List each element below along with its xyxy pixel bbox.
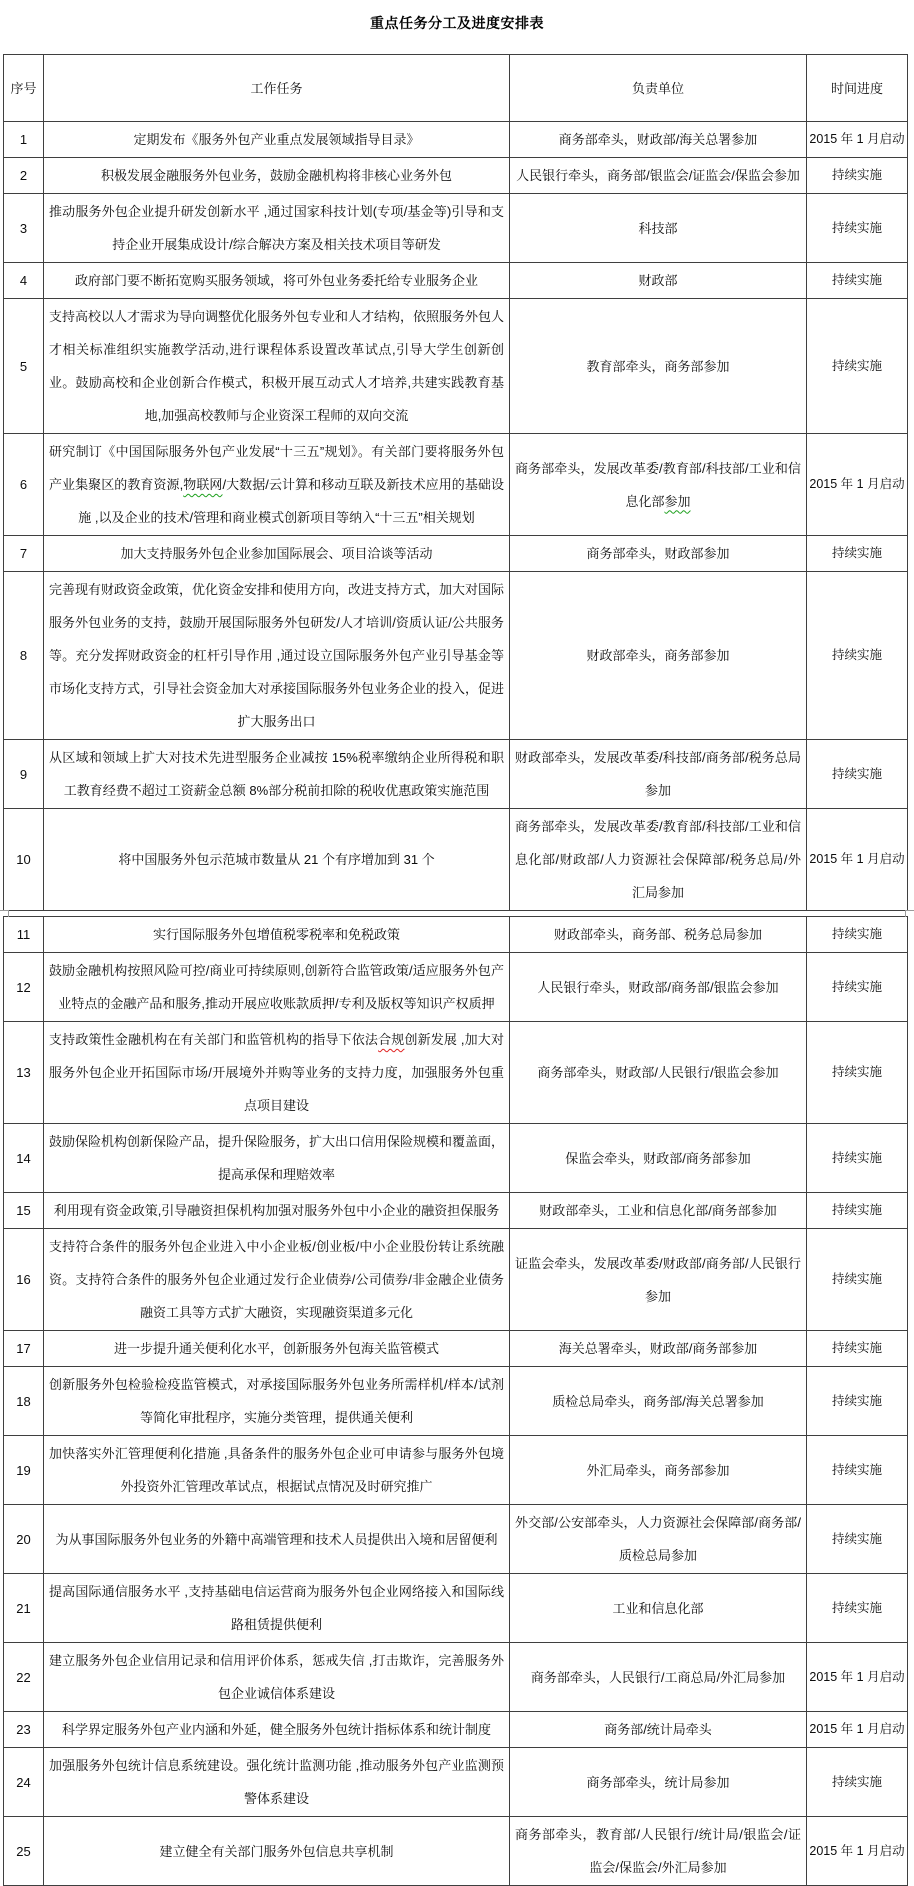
unit-cell: 海关总署牵头，财政部/商务部参加 <box>510 1331 807 1367</box>
task-cell: 鼓励金融机构按照风险可控/商业可持续原则,创新符合监管政策/适应服务外包产业特点的金融产品和服务,推动开展应收账款质押/专利及版权等知识产权质押 <box>44 953 510 1022</box>
time-cell: 持续实施 <box>807 917 908 953</box>
page-break-notch-right <box>905 910 914 917</box>
unit-cell: 商务部牵头，教育部/人民银行/统计局/银监会/证监会/保监会/外汇局参加 <box>510 1817 807 1886</box>
task-cell: 为从事国际服务外包业务的外籍中高端管理和技术人员提供出入境和居留便利 <box>44 1505 510 1574</box>
unit-cell: 人民银行牵头，商务部/银监会/证监会/保监会参加 <box>510 158 807 194</box>
task-cell: 支持符合条件的服务外包企业进入中小企业板/创业板/中小企业股份转让系统融资。支持符合条件的服务外包企业通过发行企业债券/公司债券/非金融企业债务融资工具等方式扩大融资，实现融资渠道多元化 <box>44 1229 510 1331</box>
table-row <box>4 1022 908 1124</box>
time-cell: 持续实施 <box>807 1022 908 1124</box>
row-number-cell: 4 <box>4 263 44 299</box>
table-row <box>4 299 908 434</box>
time-cell: 持续实施 <box>807 1124 908 1193</box>
time-cell: 2015 年 1 月启动 <box>807 1643 908 1712</box>
unit-cell: 财政部 <box>510 263 807 299</box>
task-cell: 创新服务外包检验检疫监管模式，对承接国际服务外包业务所需样机/样本/试剂等简化审批程序，实施分类管理，提供通关便利 <box>44 1367 510 1436</box>
time-cell: 持续实施 <box>807 1331 908 1367</box>
time-cell: 2015 年 1 月启动 <box>807 434 908 536</box>
row-number-cell: 6 <box>4 434 44 536</box>
header-no: 序号 <box>4 55 44 122</box>
time-cell: 持续实施 <box>807 1229 908 1331</box>
time-cell: 持续实施 <box>807 194 908 263</box>
unit-cell: 商务部牵头，财政部参加 <box>510 536 807 572</box>
unit-cell: 商务部牵头，人民银行/工商总局/外汇局参加 <box>510 1643 807 1712</box>
unit-cell: 商务部牵头，财政部/海关总署参加 <box>510 122 807 158</box>
time-cell: 持续实施 <box>807 299 908 434</box>
task-cell: 利用现有资金政策,引导融资担保机构加强对服务外包中小企业的融资担保服务 <box>44 1193 510 1229</box>
task-cell: 政府部门要不断拓宽购买服务领域，将可外包业务委托给专业服务企业 <box>44 263 510 299</box>
page-break-divider <box>0 911 914 916</box>
unit-cell: 商务部牵头，发展改革委/教育部/科技部/工业和信息化部/财政部/人力资源社会保障部/税务总局/外汇局参加 <box>510 809 807 911</box>
spellcheck-red-underline: 合规 <box>378 1032 405 1047</box>
table-row <box>4 1712 908 1748</box>
header-task: 工作任务 <box>44 55 510 122</box>
unit-cell: 质检总局牵头，商务部/海关总署参加 <box>510 1367 807 1436</box>
table-header-row <box>4 55 908 122</box>
unit-cell: 财政部牵头，商务部参加 <box>510 572 807 740</box>
row-number-cell: 23 <box>4 1712 44 1748</box>
time-cell: 持续实施 <box>807 572 908 740</box>
task-cell: 从区域和领域上扩大对技术先进型服务企业减按 15%税率缴纳企业所得税和职工教育经费不超过工资薪金总额 8%部分税前扣除的税收优惠政策实施范围 <box>44 740 510 809</box>
unit-cell: 证监会牵头，发展改革委/财政部/商务部/人民银行参加 <box>510 1229 807 1331</box>
row-number-cell: 20 <box>4 1505 44 1574</box>
task-cell: 进一步提升通关便利化水平，创新服务外包海关监管模式 <box>44 1331 510 1367</box>
task-cell: 建立服务外包企业信用记录和信用评价体系，惩戒失信 ,打击欺诈，完善服务外包企业诚信体系建设 <box>44 1643 510 1712</box>
task-cell: 支持政策性金融机构在有关部门和监管机构的指导下依法合规创新发展 ,加大对服务外包企业开拓国际市场/开展境外并购等业务的支持力度，加强服务外包重点项目建设 <box>44 1022 510 1124</box>
table-row <box>4 917 908 953</box>
time-cell: 持续实施 <box>807 953 908 1022</box>
time-cell: 持续实施 <box>807 1574 908 1643</box>
spellcheck-green-underline: 参加 <box>664 493 691 509</box>
row-number-cell: 5 <box>4 299 44 434</box>
table-row <box>4 1643 908 1712</box>
unit-cell: 财政部牵头，工业和信息化部/商务部参加 <box>510 1193 807 1229</box>
table-row <box>4 122 908 158</box>
task-cell: 推动服务外包企业提升研发创新水平 ,通过国家科技计划(专项/基金等)引导和支持企业开展集成设计/综合解决方案及相关技术项目等研发 <box>44 194 510 263</box>
row-number-cell: 25 <box>4 1817 44 1886</box>
time-cell: 持续实施 <box>807 1505 908 1574</box>
table-row <box>4 1229 908 1331</box>
row-number-cell: 7 <box>4 536 44 572</box>
row-number-cell: 15 <box>4 1193 44 1229</box>
time-cell: 持续实施 <box>807 1193 908 1229</box>
time-cell: 持续实施 <box>807 1367 908 1436</box>
unit-cell: 人民银行牵头，财政部/商务部/银监会参加 <box>510 953 807 1022</box>
task-cell: 将中国服务外包示范城市数量从 21 个有序增加到 31 个 <box>44 809 510 911</box>
task-cell: 建立健全有关部门服务外包信息共享机制 <box>44 1817 510 1886</box>
table-row <box>4 1436 908 1505</box>
unit-cell: 商务部牵头，发展改革委/教育部/科技部/工业和信息化部参加 <box>510 434 807 536</box>
row-number-cell: 16 <box>4 1229 44 1331</box>
task-cell: 定期发布《服务外包产业重点发展领域指导目录》 <box>44 122 510 158</box>
task-cell: 实行国际服务外包增值税零税率和免税政策 <box>44 917 510 953</box>
task-cell: 加大支持服务外包企业参加国际展会、项目洽谈等活动 <box>44 536 510 572</box>
page-title: 重点任务分工及进度安排表 <box>370 15 544 31</box>
row-number-cell: 10 <box>4 809 44 911</box>
table-row <box>4 572 908 740</box>
task-cell: 加快落实外汇管理便利化措施 ,具备条件的服务外包企业可申请参与服务外包境外投资外汇管理改革试点，根据试点情况及时研究推广 <box>44 1436 510 1505</box>
time-cell: 2015 年 1 月启动 <box>807 1712 908 1748</box>
unit-cell: 财政部牵头，商务部、税务总局参加 <box>510 917 807 953</box>
row-number-cell: 11 <box>4 917 44 953</box>
unit-cell: 财政部牵头，发展改革委/科技部/商务部/税务总局参加 <box>510 740 807 809</box>
table-row <box>4 1574 908 1643</box>
row-number-cell: 3 <box>4 194 44 263</box>
task-cell: 完善现有财政资金政策，优化资金安排和使用方向，改进支持方式，加大对国际服务外包业务的支持，鼓励开展国际服务外包研发/人才培训/资质认证/公共服务等。充分发挥财政资金的杠杆引导作用 ,通过设立国际服务外包产业引导基金等市场化支持方式，引导社会资金加大对承接国际服务外包业务企业的投入，促进扩大服务出口 <box>44 572 510 740</box>
unit-cell: 科技部 <box>510 194 807 263</box>
task-schedule-table-page1 <box>3 54 907 911</box>
unit-cell: 外汇局牵头，商务部参加 <box>510 1436 807 1505</box>
table-row <box>4 194 908 263</box>
row-number-cell: 1 <box>4 122 44 158</box>
row-number-cell: 14 <box>4 1124 44 1193</box>
unit-cell: 商务部牵头，统计局参加 <box>510 1748 807 1817</box>
task-cell: 支持高校以人才需求为导向调整优化服务外包专业和人才结构，依照服务外包人才相关标准组织实施教学活动,进行课程体系设置改革试点,引导大学生创新创业。鼓励高校和企业创新合作模式，积极开展互动式人才培养,共建实践教育基地,加强高校教师与企业资深工程师的双向交流 <box>44 299 510 434</box>
time-cell: 持续实施 <box>807 536 908 572</box>
row-number-cell: 2 <box>4 158 44 194</box>
header-unit: 负责单位 <box>510 55 807 122</box>
row-number-cell: 24 <box>4 1748 44 1817</box>
table-row <box>4 953 908 1022</box>
row-number-cell: 21 <box>4 1574 44 1643</box>
time-cell: 持续实施 <box>807 740 908 809</box>
time-cell: 持续实施 <box>807 158 908 194</box>
table-row <box>4 740 908 809</box>
table-row <box>4 158 908 194</box>
row-number-cell: 22 <box>4 1643 44 1712</box>
table-row <box>4 1505 908 1574</box>
unit-cell: 教育部牵头，商务部参加 <box>510 299 807 434</box>
task-cell: 科学界定服务外包产业内涵和外延，健全服务外包统计指标体系和统计制度 <box>44 1712 510 1748</box>
unit-cell: 商务部牵头，财政部/人民银行/银监会参加 <box>510 1022 807 1124</box>
time-cell: 持续实施 <box>807 263 908 299</box>
task-cell: 鼓励保险机构创新保险产品，提升保险服务，扩大出口信用保险规模和覆盖面，提高承保和理赔效率 <box>44 1124 510 1193</box>
row-number-cell: 13 <box>4 1022 44 1124</box>
time-cell: 持续实施 <box>807 1436 908 1505</box>
row-number-cell: 9 <box>4 740 44 809</box>
unit-cell: 保监会牵头，财政部/商务部参加 <box>510 1124 807 1193</box>
table-row <box>4 809 908 911</box>
page-break-notch-left <box>0 910 9 917</box>
time-cell: 2015 年 1 月启动 <box>807 1817 908 1886</box>
header-time: 时间进度 <box>807 55 908 122</box>
time-cell: 2015 年 1 月启动 <box>807 122 908 158</box>
table-row <box>4 1124 908 1193</box>
task-cell: 提高国际通信服务水平 ,支持基础电信运营商为服务外包企业网络接入和国际线路租赁提供便利 <box>44 1574 510 1643</box>
unit-cell: 工业和信息化部 <box>510 1574 807 1643</box>
row-number-cell: 18 <box>4 1367 44 1436</box>
table-segment-1 <box>3 54 908 911</box>
table-row <box>4 536 908 572</box>
table-row <box>4 1748 908 1817</box>
task-cell: 研究制订《中国国际服务外包产业发展“十三五”规划》。有关部门要将服务外包产业集聚区的教育资源,物联网/大数据/云计算和移动互联及新技术应用的基础设施 ,以及企业的技术/管理和商业模式创新项目等纳入“十三五”相关规划 <box>44 434 510 536</box>
row-number-cell: 12 <box>4 953 44 1022</box>
table-row <box>4 434 908 536</box>
table-row <box>4 1367 908 1436</box>
time-cell: 2015 年 1 月启动 <box>807 809 908 911</box>
row-number-cell: 19 <box>4 1436 44 1505</box>
task-cell: 加强服务外包统计信息系统建设。强化统计监测功能 ,推动服务外包产业监测预警体系建设 <box>44 1748 510 1817</box>
table-segment-2 <box>3 916 908 1886</box>
unit-cell: 商务部/统计局牵头 <box>510 1712 807 1748</box>
unit-cell: 外交部/公安部牵头，人力资源社会保障部/商务部/质检总局参加 <box>510 1505 807 1574</box>
task-cell: 积极发展金融服务外包业务，鼓励金融机构将非核心业务外包 <box>44 158 510 194</box>
table-row <box>4 1331 908 1367</box>
spellcheck-green-underline: 物联网 <box>183 477 223 492</box>
table-row <box>4 263 908 299</box>
row-number-cell: 17 <box>4 1331 44 1367</box>
task-schedule-table-page2 <box>3 916 907 1886</box>
table-row <box>4 1193 908 1229</box>
time-cell: 持续实施 <box>807 1748 908 1817</box>
row-number-cell: 8 <box>4 572 44 740</box>
